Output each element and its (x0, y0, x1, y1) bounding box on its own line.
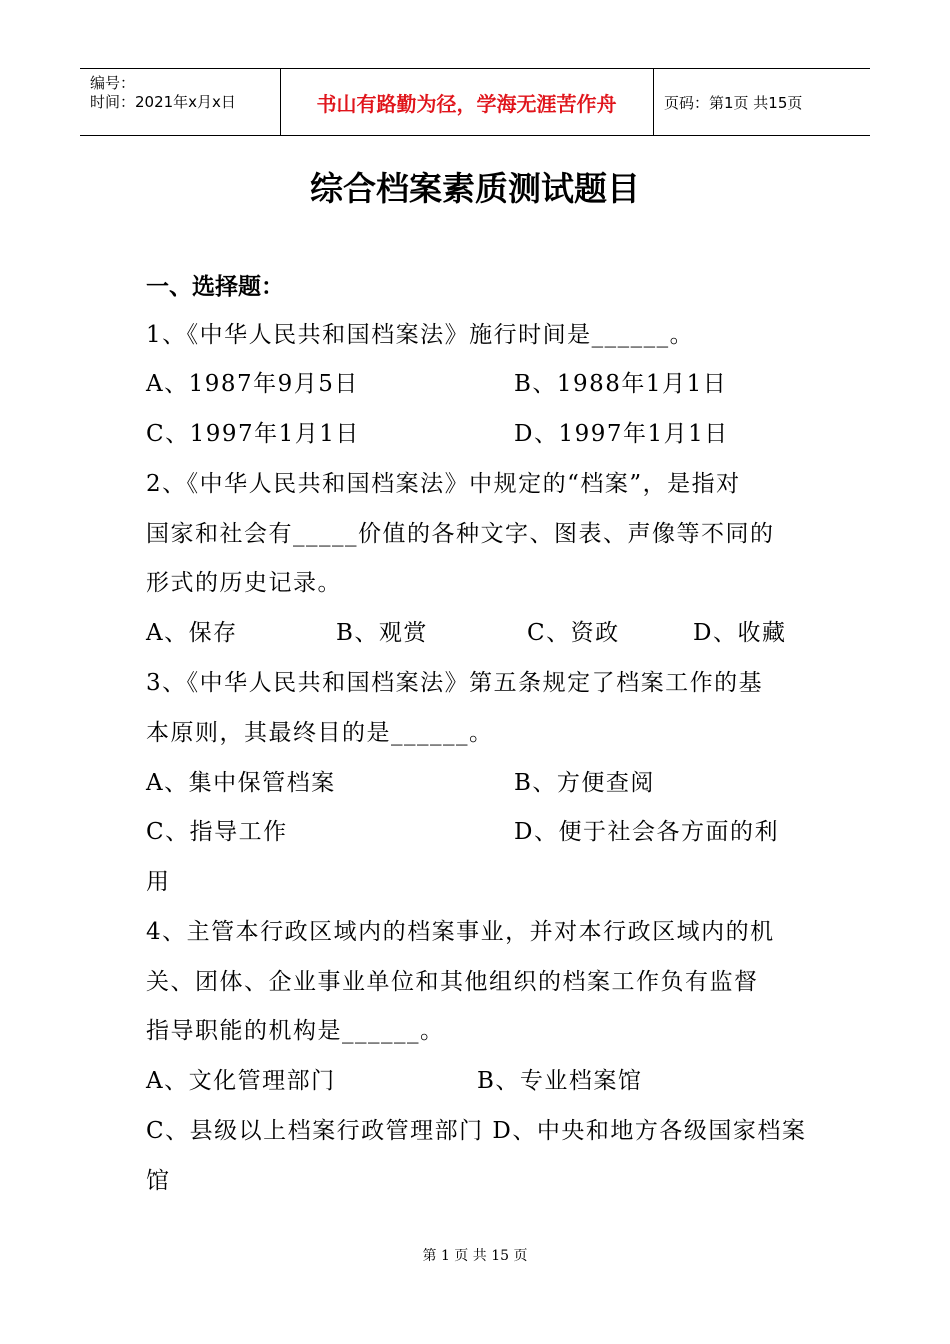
q2-option-c: C、资政 (527, 620, 620, 646)
page-footer: 第 1 页 共 15 页 (422, 1248, 528, 1264)
q2-option-d: D、收藏 (693, 620, 787, 646)
question-4-line-2: 关、团体、企业事业单位和其他组织的档案工作负有监督 (146, 969, 759, 995)
header-motto: 书山有路勤为径，学海无涯苦作舟 (280, 69, 654, 135)
header-page-info: 页码：第1页 共15页 (664, 93, 803, 112)
q3-option-a: A、集中保管档案 (146, 770, 336, 796)
section-heading: 一、选择题： (146, 274, 284, 300)
question-2-line-2: 国家和社会有_____价值的各种文字、图表、声像等不同的 (146, 521, 775, 547)
question-2-line-3: 形式的历史记录。 (146, 570, 342, 596)
q1-option-a: A、1987年9月5日 (146, 371, 359, 397)
page-header (80, 68, 870, 136)
q1-option-c: C、1997年1月1日 (146, 421, 360, 447)
q4-option-b: B、专业档案馆 (477, 1068, 643, 1094)
q4-options-c-d-continued: 馆 (146, 1168, 171, 1194)
header-meta-cell (80, 69, 281, 135)
time-label: 时间：2021年x月x日 (90, 93, 236, 111)
q3-option-d-continued: 用 (146, 869, 171, 895)
q3-option-d: D、便于社会各方面的利 (514, 819, 779, 845)
q4-option-a: A、文化管理部门 (146, 1068, 336, 1094)
question-4-line-1: 4、主管本行政区域内的档案事业，并对本行政区域内的机 (146, 919, 775, 945)
question-3-line-2: 本原则，其最终目的是______。 (146, 720, 494, 746)
q3-option-b: B、方便查阅 (514, 770, 655, 796)
q3-option-c: C、指导工作 (146, 819, 288, 845)
question-1: 1、《中华人民共和国档案法》施行时间是______。 (146, 322, 695, 348)
question-4-line-3: 指导职能的机构是______。 (146, 1018, 445, 1044)
q1-option-b: B、1988年1月1日 (514, 371, 728, 397)
number-label: 编号： (90, 74, 136, 92)
q2-option-a: A、保存 (146, 620, 238, 646)
q4-options-c-d: C、县级以上档案行政管理部门 D、中央和地方各级国家档案 (146, 1118, 807, 1144)
q1-option-d: D、1997年1月1日 (514, 421, 729, 447)
question-3-line-1: 3、《中华人民共和国档案法》第五条规定了档案工作的基 (146, 670, 764, 696)
q2-option-b: B、观赏 (336, 620, 428, 646)
question-2-line-1: 2、《中华人民共和国档案法》中规定的“档案”，是指对 (146, 471, 741, 497)
document-title: 综合档案素质测试题目 (310, 169, 640, 208)
